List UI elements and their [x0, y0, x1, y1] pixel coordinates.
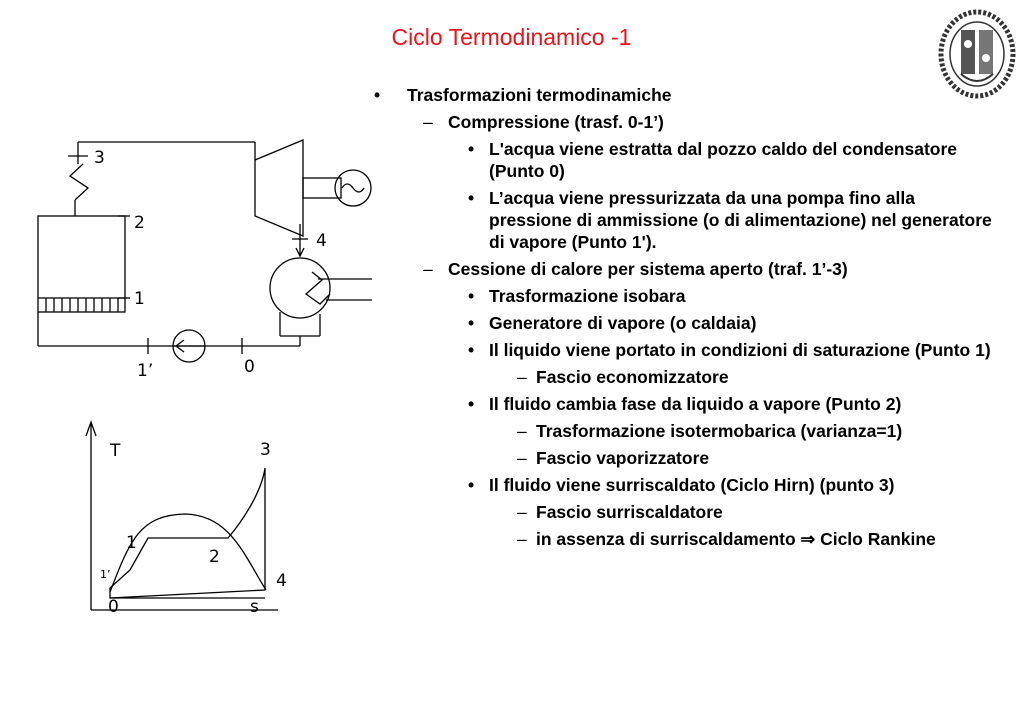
- bullet-text: Trasformazioni termodinamiche: [407, 85, 672, 105]
- bullet-text: L'acqua viene estratta dal pozzo caldo del condensatore (Punto 0): [489, 139, 958, 181]
- bullet-marker: •: [468, 313, 475, 333]
- bullet-marker: •: [468, 475, 475, 495]
- ts-axis-label-s: s: [250, 597, 259, 617]
- bullet-item: [372, 187, 1002, 253]
- slide-title: Ciclo Termodinamico -1: [391, 24, 632, 50]
- bullet-item: [372, 366, 1002, 388]
- bullet-item: [372, 138, 1002, 182]
- bullet-item: [372, 312, 1002, 334]
- turbine: [255, 140, 303, 236]
- bullet-text: Fascio surriscaldatore: [536, 502, 723, 522]
- bullet-text: Fascio vaporizzatore: [536, 448, 710, 468]
- bullet-marker: –: [517, 529, 527, 549]
- plant-label-4: 4: [316, 231, 327, 251]
- bullet-text: Fascio economizzatore: [536, 367, 729, 387]
- plant-label-3: 3: [94, 148, 105, 168]
- plant-label-1prime: 1’: [137, 361, 154, 381]
- bullet-list: [372, 84, 1002, 555]
- bullet-text: Il fluido viene surriscaldato (Ciclo Hirn) (punto 3): [489, 475, 895, 495]
- bullet-item: [372, 285, 1002, 307]
- bullet-text: Il liquido viene portato in condizioni di saturazione (Punto 1): [489, 340, 991, 360]
- bullet-text: Il fluido cambia fase da liquido a vapore (Punto 2): [489, 394, 902, 414]
- bullet-marker: –: [423, 259, 433, 279]
- saturation-dome: [110, 514, 266, 592]
- bullet-text: L’acqua viene pressurizzata da una pompa fino alla pressione di ammissione (o di alimentazione) nel generatore di vapore (Punto 1').: [489, 188, 992, 252]
- ts-label-4: 4: [276, 571, 287, 591]
- bullet-marker: –: [517, 421, 527, 441]
- ts-label-1prime: 1’: [100, 568, 111, 581]
- bullet-marker: •: [374, 85, 381, 105]
- plant-diagram: [0, 0, 380, 400]
- bullet-item: [372, 447, 1002, 469]
- bullet-item: [372, 501, 1002, 523]
- bullet-marker: •: [468, 286, 475, 306]
- bullet-item: [372, 528, 1002, 550]
- plant-label-1: 1: [134, 289, 145, 309]
- boiler-tubes: [46, 298, 118, 312]
- ts-label-3: 3: [260, 440, 271, 460]
- bullet-item: [372, 474, 1002, 496]
- bullet-text: Trasformazione isotermobarica (varianza=1): [536, 421, 903, 441]
- bullet-marker: –: [517, 448, 527, 468]
- ts-label-1: 1: [126, 533, 137, 553]
- bullet-item: [372, 84, 1002, 106]
- plant-label-2: 2: [134, 213, 145, 233]
- ts-label-2: 2: [209, 547, 220, 567]
- bullet-item: [372, 111, 1002, 133]
- bullet-text: Compressione (trasf. 0-1’): [448, 112, 664, 132]
- bullet-marker: –: [517, 367, 527, 387]
- ts-diagram: [0, 400, 320, 630]
- ts-axis-label-t: T: [110, 441, 121, 461]
- bullet-marker: –: [517, 502, 527, 522]
- bullet-marker: –: [423, 112, 433, 132]
- bullet-marker: •: [468, 188, 475, 208]
- condenser: [270, 258, 330, 318]
- bullet-marker: •: [468, 139, 475, 159]
- bullet-item: [372, 393, 1002, 415]
- ts-label-0: 0: [108, 597, 119, 617]
- bullet-text: Cessione di calore per sistema aperto (traf. 1’-3): [448, 259, 848, 279]
- plant-label-0: 0: [244, 357, 255, 377]
- bullet-item: [372, 420, 1002, 442]
- bullet-text: Generatore di vapore (o caldaia): [489, 313, 757, 333]
- bullet-marker: •: [468, 340, 475, 360]
- bullet-text: Trasformazione isobara: [489, 286, 686, 306]
- bullet-item: [372, 339, 1002, 361]
- bullet-item: [372, 258, 1002, 280]
- bullet-text: in assenza di surriscaldamento ⇒ Ciclo Rankine: [536, 529, 936, 549]
- bullet-marker: •: [468, 394, 475, 414]
